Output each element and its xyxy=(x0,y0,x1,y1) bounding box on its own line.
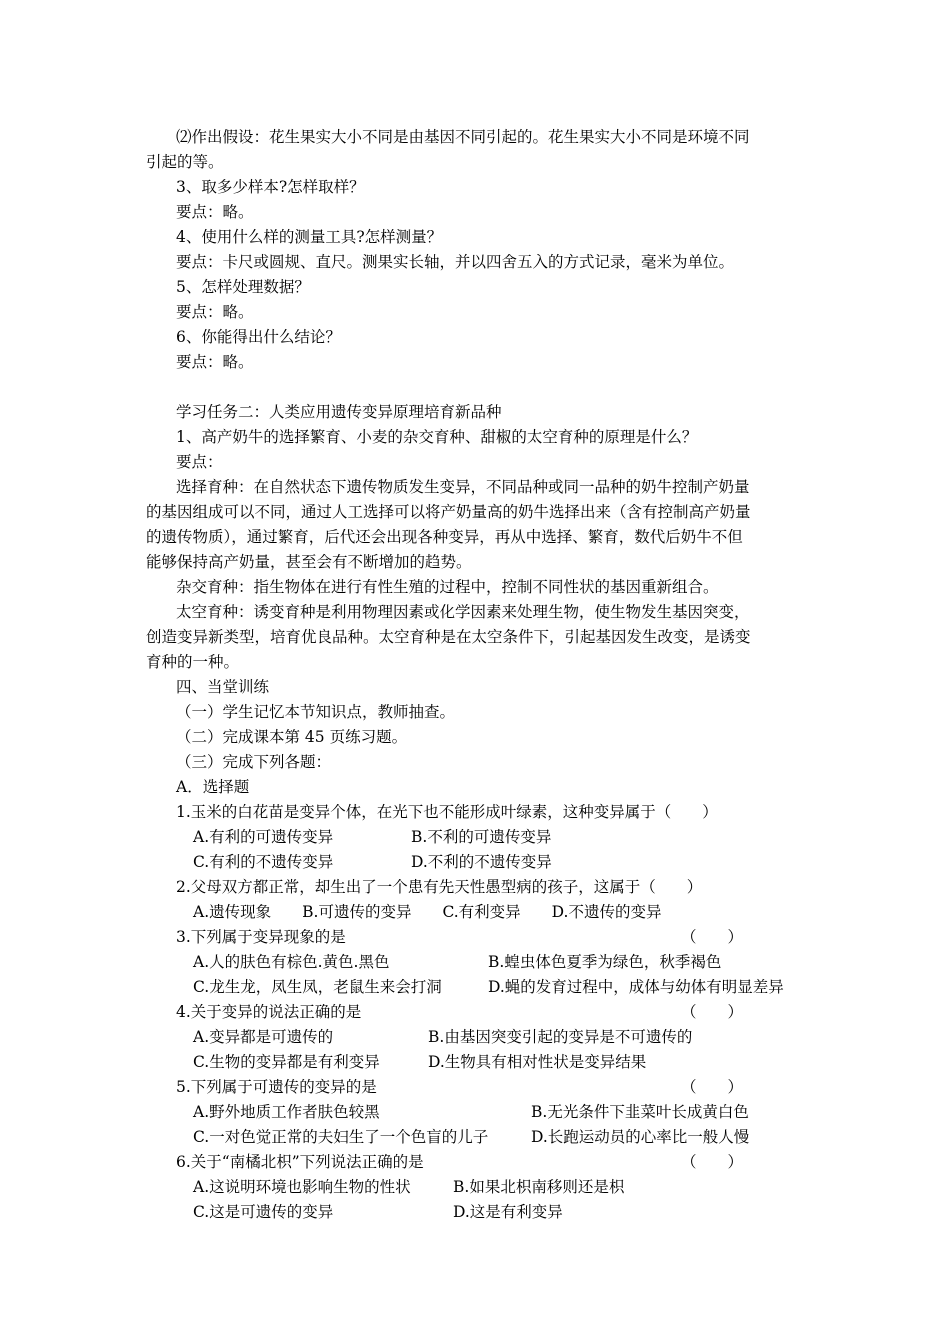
question-stem: 3.下列属于变异现象的是 xyxy=(176,928,346,946)
option: C.有利的不遗传变异 xyxy=(193,853,334,871)
text-line: （二）完成课本第 45 页练习题。 xyxy=(176,728,408,746)
text-line: 能够保持高产奶量，甚至会有不断增加的趋势。 xyxy=(146,553,472,571)
text-line: 要点： xyxy=(176,453,223,471)
text-line: 的基因组成可以不同，通过人工选择可以将产奶量高的奶牛选择出来（含有控制高产奶量 xyxy=(146,503,751,521)
text-line: 要点：卡尺或圆规、直尺。测果实长轴，并以四舍五入的方式记录，毫米为单位。 xyxy=(176,253,735,271)
answer-paren: （ ） xyxy=(681,1003,744,1021)
option: B.蝗虫体色夏季为绿色，秋季褐色 xyxy=(488,953,722,971)
option: C.一对色觉正常的夫妇生了一个色盲的儿子 xyxy=(193,1128,489,1146)
option: A.有利的可遗传变异 xyxy=(193,828,334,846)
text-line: A．选择题 xyxy=(176,778,250,796)
text-line: 要点：略。 xyxy=(176,303,254,321)
text-line: 要点：略。 xyxy=(176,203,254,221)
question-stem: 6.关于“南橘北枳”下列说法正确的是 xyxy=(176,1153,424,1171)
text-line: （三）完成下列各题： xyxy=(176,753,332,771)
question-stem: 5.下列属于可遗传的变异的是 xyxy=(176,1078,377,1096)
text-line: 6、你能得出什么结论？ xyxy=(176,328,341,346)
answer-paren: （ ） xyxy=(681,1153,744,1171)
option: C.龙生龙，凤生凤，老鼠生来会打洞 xyxy=(193,978,442,996)
option: C.生物的变异都是有利变异 xyxy=(193,1053,380,1071)
text-line: 太空育种：诱变育种是利用物理因素或化学因素来处理生物，使生物发生基因突变， xyxy=(176,603,750,621)
option: B.由基因突变引起的变异是不可遗传的 xyxy=(428,1028,693,1046)
text-line: 3、取多少样本?怎样取样？ xyxy=(176,178,365,196)
text-line: 育种的一种。 xyxy=(146,653,240,671)
option: D.这是有利变异 xyxy=(453,1203,563,1221)
section-heading: 学习任务二：人类应用遗传变异原理培育新品种 xyxy=(176,403,502,421)
option: B.无光条件下韭菜叶长成黄白色 xyxy=(531,1103,749,1121)
text-line: 4、使用什么样的测量工具?怎样测量？ xyxy=(176,228,443,246)
question-stem: 2.父母双方都正常，却生出了一个患有先天性愚型病的孩子，这属于（ ） xyxy=(176,878,703,896)
question-stem: 1.玉米的白花苗是变异个体，在光下也不能形成叶绿素，这种变异属于（ ） xyxy=(176,803,718,821)
answer-paren: （ ） xyxy=(681,1078,744,1096)
text-line: ⑵作出假设：花生果实大小不同是由基因不同引起的。花生果实大小不同是环境不同 xyxy=(176,128,750,146)
option: D.长跑运动员的心率比一般人慢 xyxy=(531,1128,750,1146)
text-line: 选择育种：在自然状态下遗传物质发生变异，不同品种或同一品种的奶牛控制产奶量 xyxy=(176,478,750,496)
text-line: 5、怎样处理数据？ xyxy=(176,278,310,296)
text-line: 引起的等。 xyxy=(146,153,224,171)
option: B.不利的可遗传变异 xyxy=(411,828,552,846)
option: C.这是可遗传的变异 xyxy=(193,1203,334,1221)
section-heading: 四、当堂训练 xyxy=(176,678,270,696)
option: D.蝇的发育过程中，成体与幼体有明显差异 xyxy=(488,978,784,996)
answer-paren: （ ） xyxy=(681,928,744,946)
question-stem: 4.关于变异的说法正确的是 xyxy=(176,1003,362,1021)
text-line: 创造变异新类型，培育优良品种。太空育种是在太空条件下，引起基因发生改变，是诱变 xyxy=(146,628,751,646)
text-line: 杂交育种：指生物体在进行有性生殖的过程中，控制不同性状的基因重新组合。 xyxy=(176,578,719,596)
option: A.遗传现象 B.可遗传的变异 C.有利变异 D.不遗传的变异 xyxy=(193,903,662,921)
text-line: 要点：略。 xyxy=(176,353,254,371)
text-line: （一）学生记忆本节知识点，教师抽查。 xyxy=(176,703,456,721)
option: B.如果北枳南移则还是枳 xyxy=(453,1178,625,1196)
option: A.人的肤色有棕色.黄色.黑色 xyxy=(193,953,390,971)
text-line: 1、高产奶牛的选择繁育、小麦的杂交育种、甜椒的太空育种的原理是什么？ xyxy=(176,428,698,446)
option: A.野外地质工作者肤色较黑 xyxy=(193,1103,380,1121)
text-line: 的遗传物质），通过繁育，后代还会出现各种变异，再从中选择、繁育，数代后奶牛不但 xyxy=(146,528,743,546)
option: A.这说明环境也影响生物的性状 xyxy=(193,1178,411,1196)
option: D.不利的不遗传变异 xyxy=(411,853,552,871)
option: D.生物具有相对性状是变异结果 xyxy=(428,1053,647,1071)
option: A.变异都是可遗传的 xyxy=(193,1028,334,1046)
